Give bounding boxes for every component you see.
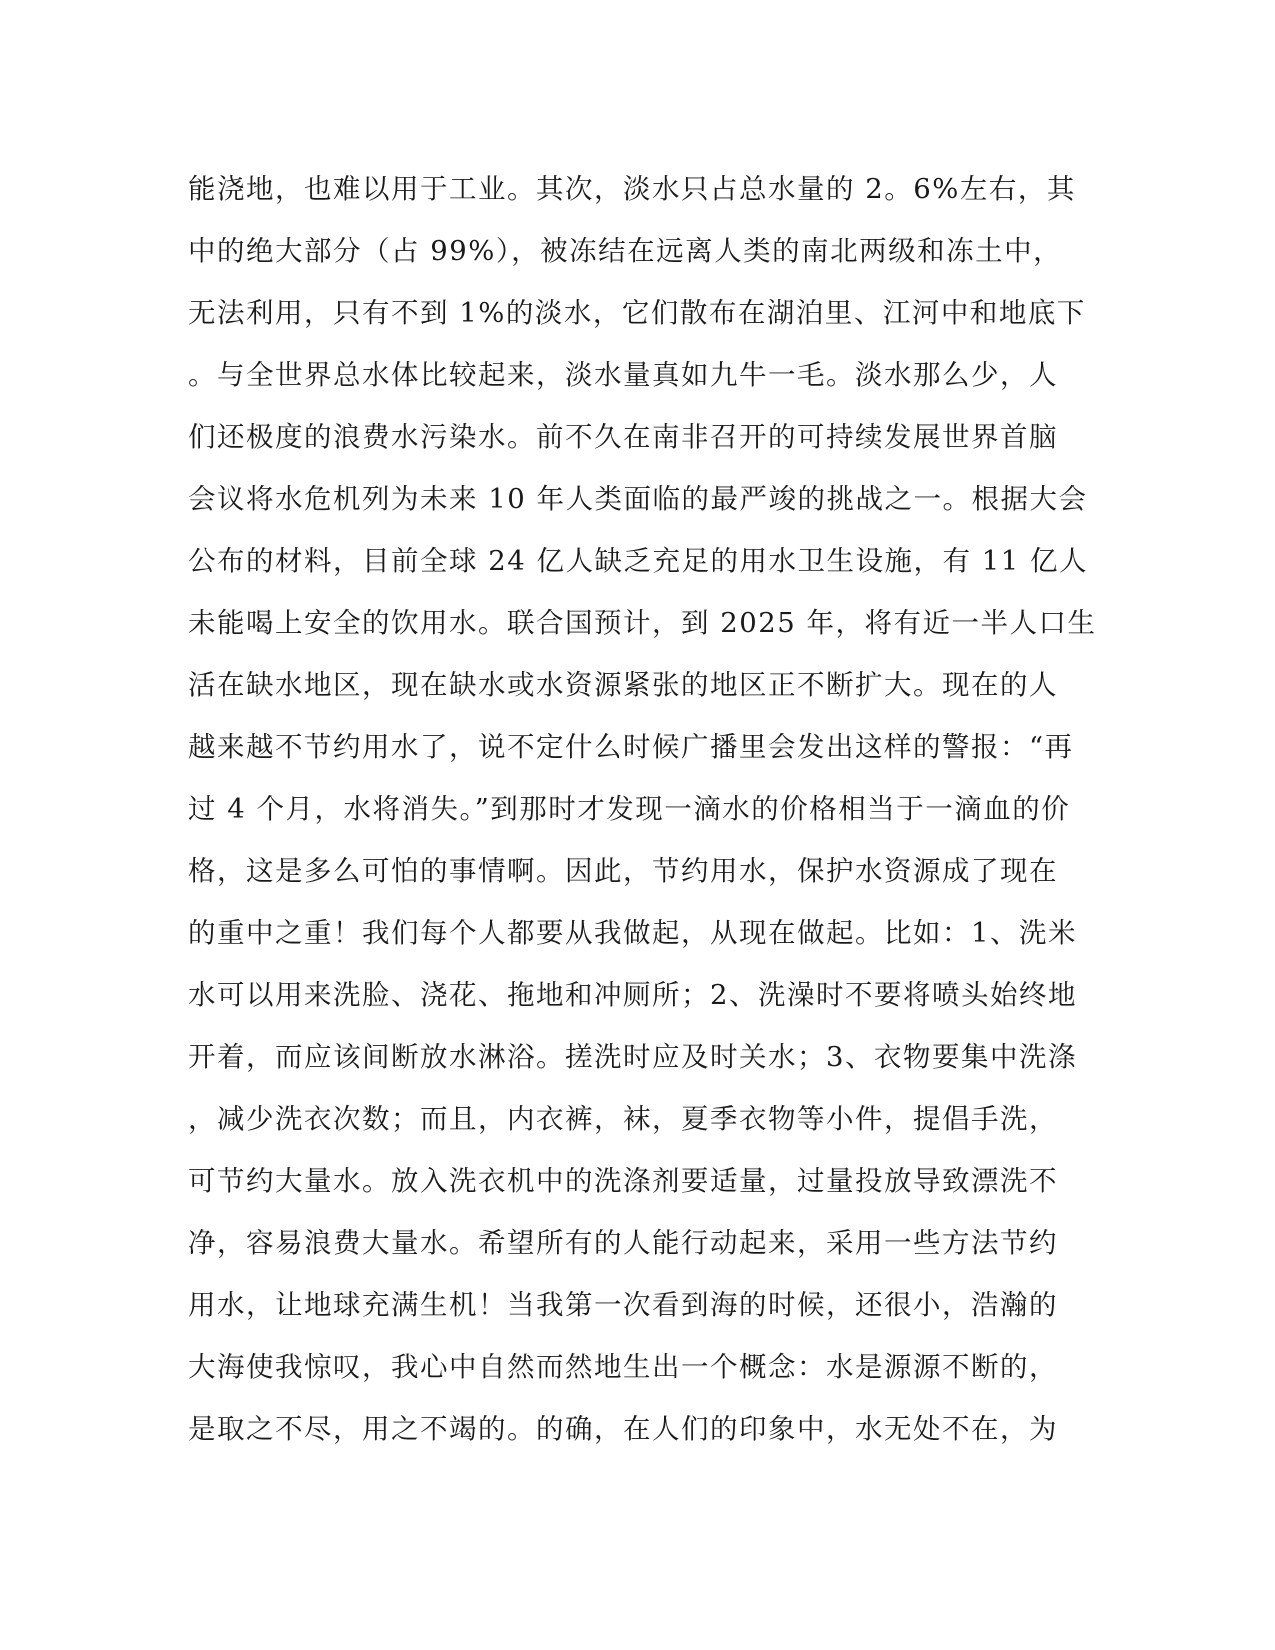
text-line-3: 无法利用，只有不到 1%的淡水，它们散布在湖泊里、江河中和地底下 (188, 297, 1086, 329)
text-line-12: 格，这是多么可怕的事情啊。因此，节约用水，保护水资源成了现在 (188, 855, 1058, 887)
text-line-13: 的重中之重！我们每个人都要从我做起，从现在做起。比如：1、洗米 (188, 917, 1077, 949)
text-line-10: 越来越不节约用水了，说不定什么时候广播里会发出这样的警报：“再 (188, 731, 1074, 763)
text-line-4: 。与全世界总水体比较起来，淡水量真如九牛一毛。淡水那么少，人 (188, 359, 1058, 391)
text-line-21: 是取之不尽，用之不竭的。的确，在人们的印象中，水无处不在，为 (188, 1413, 1058, 1445)
text-line-5: 们还极度的浪费水污染水。前不久在南非召开的可持续发展世界首脑 (188, 421, 1058, 453)
text-line-17: 可节约大量水。放入洗衣机中的洗涤剂要适量，过量投放导致漂洗不 (188, 1165, 1058, 1197)
text-line-6: 会议将水危机列为未来 10 年人类面临的最严竣的挑战之一。根据大会 (188, 483, 1088, 515)
body-text (188, 158, 1097, 1460)
text-line-18: 净，容易浪费大量水。希望所有的人能行动起来，采用一些方法节约 (188, 1227, 1058, 1259)
text-line-7: 公布的材料，目前全球 24 亿人缺乏充足的用水卫生设施，有 11 亿人 (188, 545, 1088, 577)
text-line-1: 能浇地，也难以用于工业。其次，淡水只占总水量的 2。6%左右，其 (188, 173, 1076, 205)
text-line-11: 过 4 个月，水将消失。”到那时才发现一滴水的价格相当于一滴血的价 (188, 793, 1071, 825)
text-line-20: 大海使我惊叹，我心中自然而然地生出一个概念：水是源源不断的， (188, 1351, 1058, 1383)
text-line-14: 水可以用来洗脸、浇花、拖地和冲厕所；2、洗澡时不要将喷头始终地 (188, 979, 1077, 1011)
text-line-15: 开着，而应该间断放水淋浴。搓洗时应及时关水；3、衣物要集中洗涤 (188, 1041, 1077, 1073)
text-line-8: 未能喝上安全的饮用水。联合国预计，到 2025 年，将有近一半人口生 (188, 607, 1097, 639)
text-line-19: 用水，让地球充满生机！当我第一次看到海的时候，还很小，浩瀚的 (188, 1289, 1058, 1321)
text-line-2: 中的绝大部分（占 99%），被冻结在远离人类的南北两级和冻土中， (188, 235, 1063, 267)
text-line-16: ，减少洗衣次数；而且，内衣裤，袜，夏季衣物等小件，提倡手洗， (188, 1103, 1058, 1135)
text-line-9: 活在缺水地区，现在缺水或水资源紧张的地区正不断扩大。现在的人 (188, 669, 1058, 701)
